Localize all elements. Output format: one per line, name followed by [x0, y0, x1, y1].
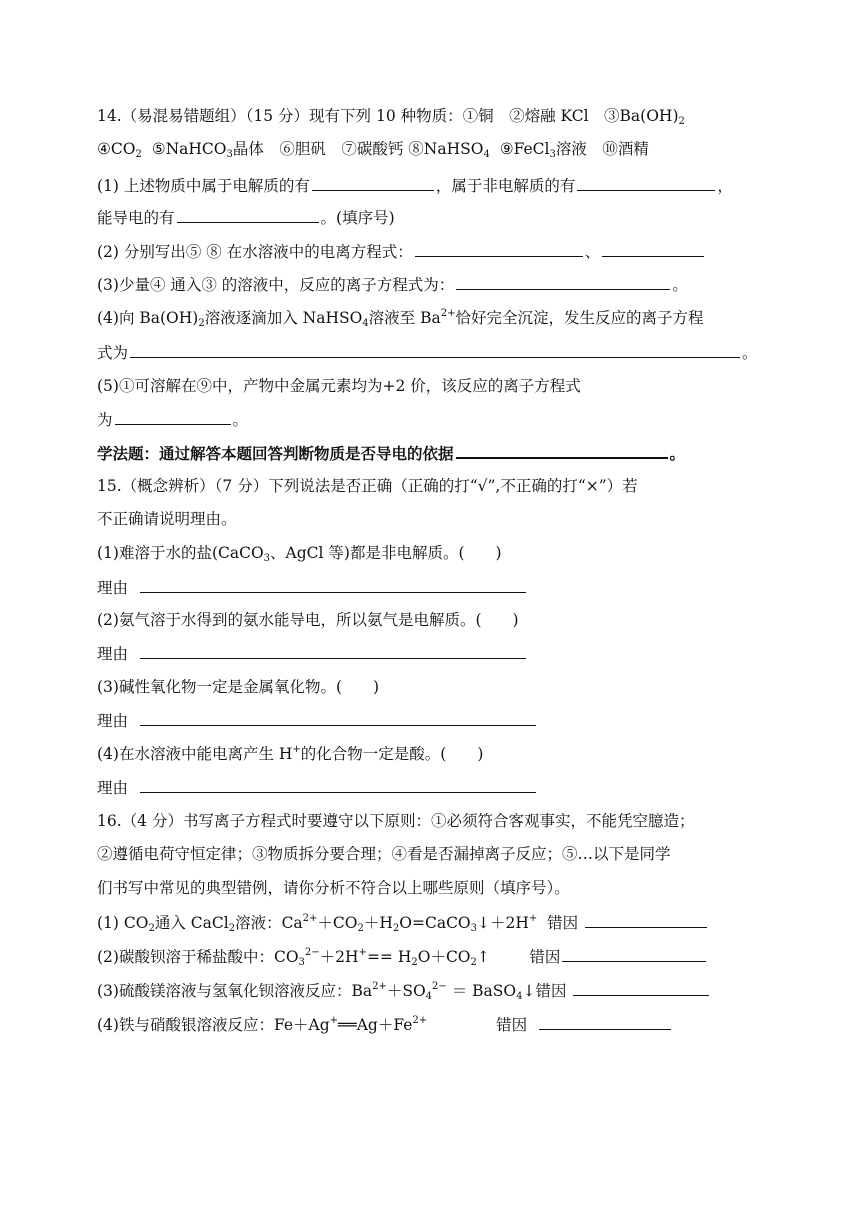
answer-blank-ionic-equation-5[interactable]: [115, 406, 231, 425]
answer-blank-method[interactable]: [456, 439, 668, 459]
q15-reason-3: 理由: [97, 707, 538, 733]
method-question: 学法题：通过解答本题回答判断物质是否导电的依据 。: [97, 439, 685, 465]
q16-error-example-3: (3)硫酸镁溶液与氢氧化钡溶液反应：$Ba^{2+}+SO_4^{2-}$ ＝ BaSO$_4$↓错因: [97, 977, 711, 1003]
q15-statement-3: (3)碱性氧化物一定是金属氧化物。( ): [97, 678, 380, 696]
q16-principles: ②遵循电荷守恒定律；③物质拆分要合理；④看是否漏掉离子反应；⑤…以下是同学: [97, 845, 671, 863]
q16-error-example-4: (4)铁与硝酸银溶液反应：$Fe+Ag^+══Ag+Fe^{2+}$ 错因: [97, 1011, 673, 1037]
q14-part4: (4)向 $Ba(OH)_2$溶液逐滴加入 NaHSO$_4$溶液至 $Ba^{2+}$恰好完全沉淀，发生反应的离子方程: [97, 308, 704, 329]
q14-part5: (5)①可溶解在⑨中，产物中金属元素均为+2 价，该反应的离子方程式: [97, 377, 581, 395]
q15-title-cont: 不正确请说明理由。: [97, 510, 237, 528]
q15-statement-4: (4)在水溶液中能电离产生 H+的化合物一定是酸。( ): [97, 744, 484, 763]
q14-part4-answer: 式为 。: [97, 339, 758, 365]
answer-blank-error-3[interactable]: [573, 977, 709, 996]
answer-blank-conductive[interactable]: [177, 204, 319, 223]
answer-blank-nonelectrolytes[interactable]: [577, 172, 715, 191]
q15-title: 15.（概念辨析）（7 分）下列说法是否正确（正确的打“√”,不正确的打“×”）若: [97, 477, 638, 495]
answer-blank-ionization-5[interactable]: [415, 238, 583, 257]
q16-error-example-1: (1) $CO_2$通入 CaCl$_2$溶液：$Ca^{2+}+CO_2+H_2O=CaCO_3↓+2H^+$ 错因: [97, 909, 709, 935]
q15-reason-4: 理由: [97, 774, 538, 800]
answer-blank-reason-3[interactable]: [140, 707, 536, 726]
q16-error-example-2: (2)碳酸钡溶于稀盐酸中：$CO_3^{2-}+2H^+==$ $H_2O+CO_2↑$ 错因: [97, 943, 708, 969]
answer-blank-reason-1[interactable]: [140, 574, 526, 593]
answer-blank-error-4[interactable]: [539, 1011, 671, 1030]
q15-statement-1: (1)难溶于水的盐(CaCO$_3$、AgCl 等)都是非电解质。( ): [97, 544, 502, 564]
answer-blank-error-2[interactable]: [562, 943, 706, 962]
q14-part1: (1) 上述物质中属于电解质的有 ，属于非电解质的有 ，: [97, 172, 733, 198]
q14-substance-list: $④CO_2$ ⑤NaHCO$_3$晶体 ⑥胆矾 ⑦碳酸钙 ⑧NaHSO$_4$ ⑨FeCl$_3$溶液 ⑩酒精: [97, 140, 649, 160]
answer-blank-electrolytes[interactable]: [312, 172, 434, 191]
q14-title: 14.（易混易错题组）（15 分）现有下列 10 种物质：①铜 ②熔融 KCl $③Ba(OH)_2$: [97, 107, 685, 127]
q16-title: 16.（4 分）书写离子方程式时要遵守以下原则：①必须符合客观事实，不能凭空臆造；: [97, 812, 695, 830]
q14-part5-answer: 为 。: [97, 406, 248, 432]
answer-blank-reason-4[interactable]: [140, 774, 536, 793]
q14-part1-conductive: 能导电的有 。(填序号): [97, 204, 395, 230]
answer-blank-ionic-equation-3[interactable]: [456, 271, 670, 290]
answer-blank-error-1[interactable]: [585, 909, 707, 928]
q14-part2: (2) 分别写出⑤ ⑧ 在水溶液中的电离方程式： 、: [97, 238, 706, 264]
q16-instructions: 们书写中常见的典型错例，请你分析不符合以上哪些原则（填序号）。: [97, 879, 570, 897]
answer-blank-ionic-equation-4[interactable]: [130, 339, 740, 358]
answer-blank-reason-2[interactable]: [140, 640, 526, 659]
answer-blank-ionization-8[interactable]: [602, 238, 704, 257]
q14-part3: (3)少量④ 通入③ 的溶液中，反应的离子方程式为： 。: [97, 271, 688, 297]
q15-statement-2: (2)氨气溶于水得到的氨水能导电，所以氨气是电解质。( ): [97, 611, 519, 629]
q15-reason-2: 理由: [97, 640, 528, 666]
q15-reason-1: 理由: [97, 574, 528, 600]
